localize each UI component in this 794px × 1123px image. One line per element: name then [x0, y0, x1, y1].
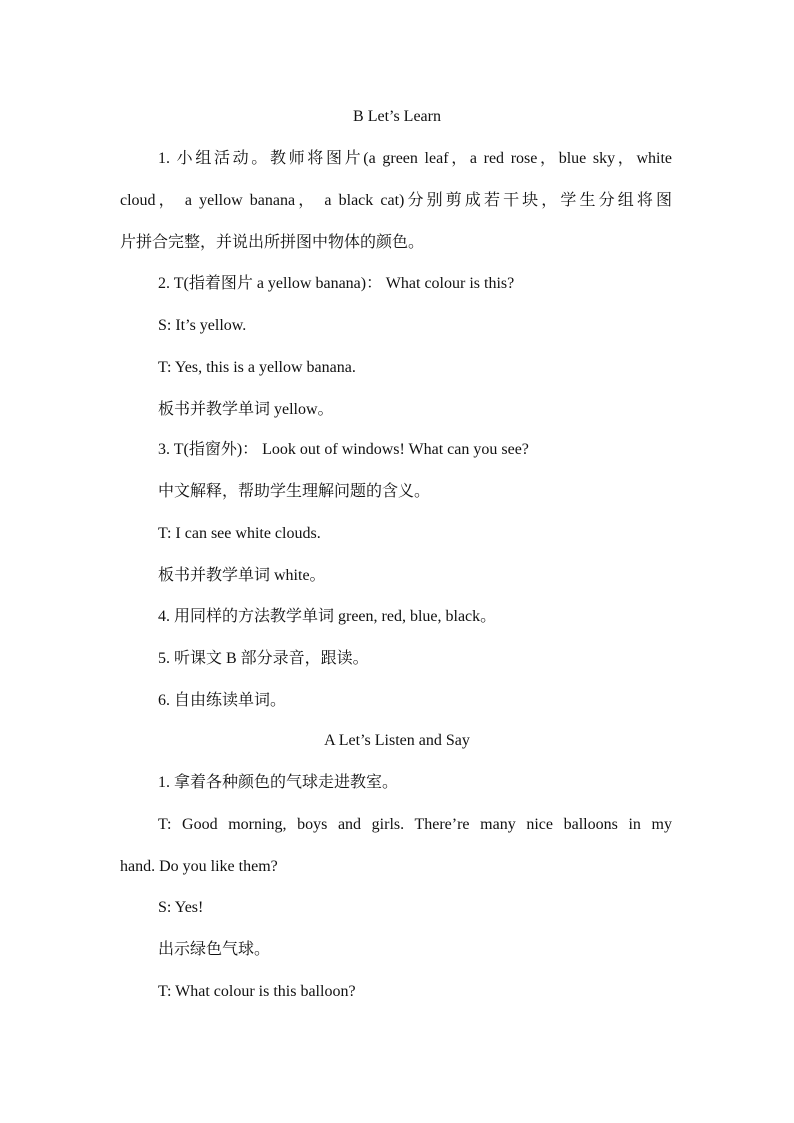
- paragraph-line: 板书并教学单词 yellow。: [158, 401, 334, 418]
- paragraph-line: 3. T(指窗外)： Look out of windows! What can you see?: [158, 441, 529, 458]
- paragraph-line: 板书并教学单词 white。: [158, 567, 326, 584]
- paragraph-line: 片拼合完整，并说出所拼图中物体的颜色。: [120, 234, 425, 251]
- paragraph-line: 2. T(指着图片 a yellow banana)： What colour is this?: [158, 275, 515, 292]
- paragraph-line: 4. 用同样的方法教学单词 green, red, blue, black。: [158, 608, 497, 625]
- paragraph-line: S: Yes!: [158, 899, 204, 916]
- paragraph-line: cloud， a yellow banana， a black cat)分别剪成若干块，学生分组将图: [120, 192, 672, 209]
- paragraph-line: 6. 自由练读单词。: [158, 692, 287, 709]
- section-heading: A Let’s Listen and Say: [324, 732, 470, 749]
- section-heading: B Let’s Learn: [353, 108, 441, 125]
- paragraph-line: S: It’s yellow.: [158, 317, 247, 334]
- paragraph-line: 1. 小组活动。教师将图片(a green leaf，a red rose，blue sky，white: [158, 150, 672, 167]
- paragraph-line: T: Yes, this is a yellow banana.: [158, 359, 356, 376]
- paragraph-line: 1. 拿着各种颜色的气球走进教室。: [158, 774, 399, 791]
- paragraph-line: T: I can see white clouds.: [158, 525, 321, 542]
- paragraph-line: 5. 听课文 B 部分录音，跟读。: [158, 650, 369, 667]
- paragraph-line: 出示绿色气球。: [158, 941, 271, 958]
- paragraph-line: T: What colour is this balloon?: [158, 983, 356, 1000]
- paragraph-line: 中文解释，帮助学生理解问题的含义。: [158, 483, 431, 500]
- paragraph-line: T: Good morning, boys and girls. There’re many nice balloons in my: [158, 816, 672, 833]
- paragraph-line: hand. Do you like them?: [120, 858, 278, 875]
